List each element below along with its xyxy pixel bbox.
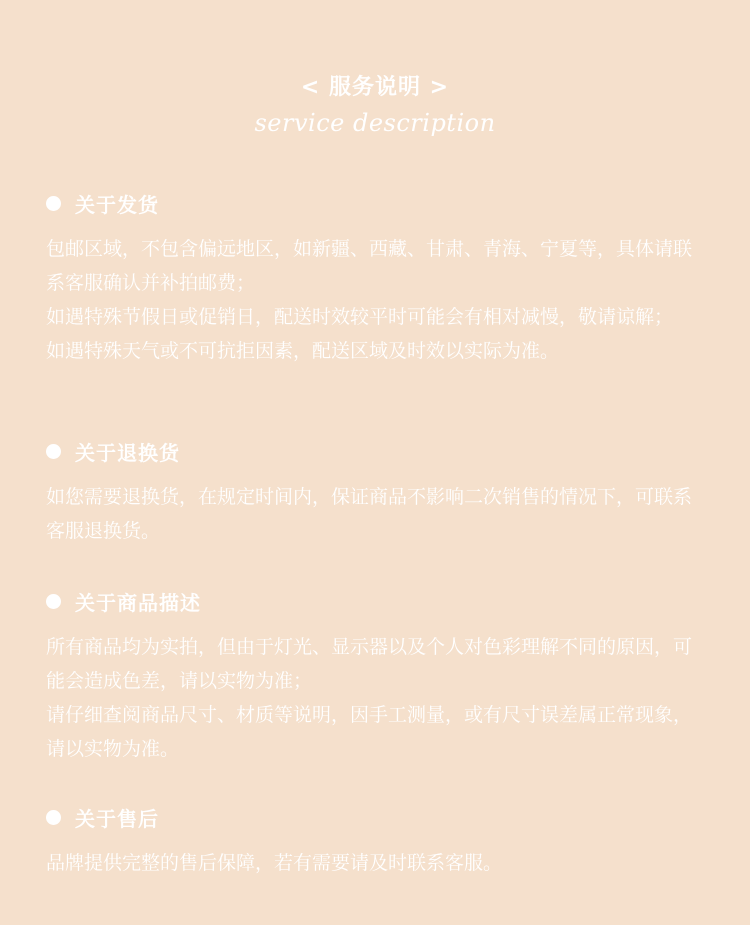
bullet-dot-icon: [46, 444, 61, 459]
paragraph: 所有商品均为实拍，但由于灯光、显示器以及个人对色彩理解不同的原因，可能会造成色差，请以实物为准；: [46, 636, 693, 692]
section-body: [46, 480, 706, 548]
paragraph: 如遇特殊节假日或促销日，配送时效较平时可能会有相对减慢，敬请谅解；: [46, 306, 674, 328]
section-after-sales: [46, 802, 706, 880]
section-body: [46, 630, 706, 766]
bullet-dot-icon: [46, 810, 61, 825]
section-body: [46, 846, 706, 880]
page-title: < 服务说明 >: [300, 75, 450, 100]
paragraph: 品牌提供完整的售后保障，若有需要请及时联系客服。: [46, 852, 503, 874]
section-title: 关于退换货: [75, 440, 180, 465]
paragraph: 包邮区域，不包含偏远地区，如新疆、西藏、甘肃、青海、宁夏等，具体请联系客服确认并补拍邮费；: [46, 238, 693, 294]
bullet-dot-icon: [46, 594, 61, 609]
section-title: 关于售后: [75, 806, 159, 831]
paragraph: 如遇特殊天气或不可抗拒因素，配送区域及时效以实际为准。: [46, 340, 560, 362]
section-title: 关于商品描述: [75, 590, 201, 615]
section-heading: [46, 586, 706, 616]
section-heading: [46, 436, 706, 466]
section-body: [46, 232, 706, 368]
paragraph: 请仔细查阅商品尺寸、材质等说明，因手工测量，或有尺寸误差属正常现象，请以实物为准。: [46, 704, 693, 760]
bullet-dot-icon: [46, 196, 61, 211]
section-heading: [46, 802, 706, 832]
section-shipping: [46, 188, 706, 368]
page-subtitle: service description: [254, 109, 496, 137]
page-header: [0, 72, 750, 138]
section-title: 关于发货: [75, 192, 159, 217]
paragraph: 如您需要退换货，在规定时间内，保证商品不影响二次销售的情况下，可联系客服退换货。: [46, 486, 693, 542]
section-product-description: [46, 586, 706, 766]
section-returns: [46, 436, 706, 548]
section-heading: [46, 188, 706, 218]
